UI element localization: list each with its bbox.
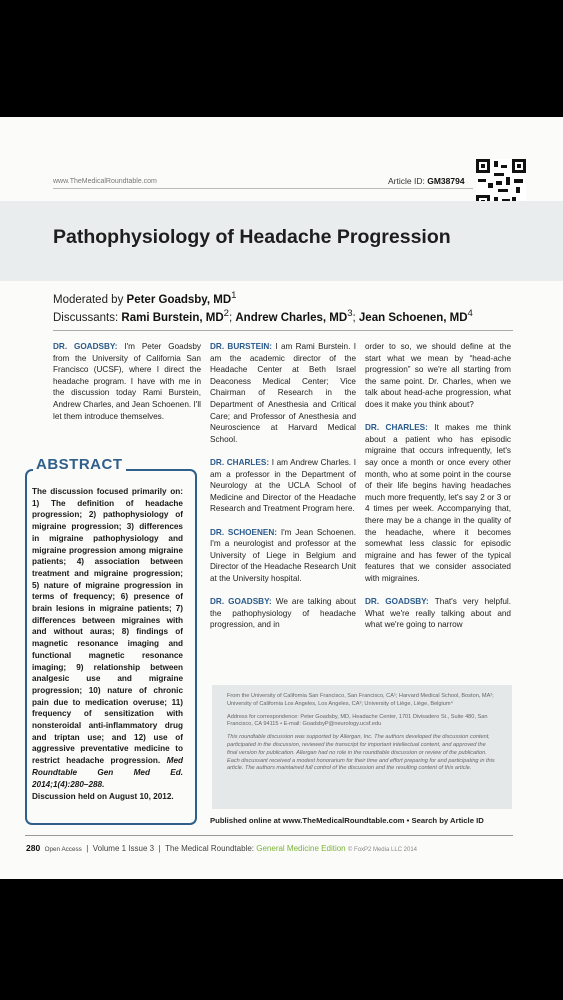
abstract-citation: Med Roundtable Gen Med Ed. 2014;1(4):280–288. <box>32 756 183 789</box>
speaker-label: DR. GOADSBY: <box>365 597 429 607</box>
paragraph-text: It makes me think about a patient who has episodic migraine that occurs infrequently, let's say once a month or once every other month, who at some point in the course of their life begins having headaches much more frequently, let's say 2 or 3 or 4 times per week. Accompanying that, there may be a change in the quality of the headache, where it becomes somewhat less classic for episodic migraine and has fewer of the typical features that we consider associated with migraines. <box>365 423 511 583</box>
discussant-sup: 4 <box>467 308 473 319</box>
paragraph-text: I'm Jean Schoenen. I'm a neurologist and professor at the University of Liege in Belgium and Director of the Headache Research Unit at the University hospital. <box>210 527 356 583</box>
article-id-value: GM38794 <box>427 176 465 186</box>
footer-rule <box>25 835 513 836</box>
article-id-label: Article ID: <box>388 176 425 186</box>
affiliations-text: From the University of California San Francisco, San Francisco, CA¹; Harvard Medical School, Boston, MA²; University of California Los Angeles, Los Angeles, CA³; University of Liège, Liège, Belgium⁴ <box>227 693 494 707</box>
speaker-label: DR. CHARLES: <box>365 423 428 433</box>
correspondence-text: Address for correspondence: Peter Goadsby, MD, Headache Center, 1701 Divisadero St., Suite 480, San Francisco, CA 94115 • E-mail: GoadsbyP@neurology.ucsf.edu <box>227 713 488 728</box>
journal-name: The Medical Roundtable: <box>165 844 255 853</box>
paragraph <box>210 596 356 631</box>
copyright: © FoxP2 Media LLC 2014 <box>347 847 418 853</box>
speaker-label: DR. GOADSBY: <box>53 342 118 351</box>
text-column-1 <box>53 341 201 434</box>
moderator-prefix: Moderated by <box>53 293 124 306</box>
discussant-name: Rami Burstein, MD <box>121 311 224 324</box>
paragraph-text: That's very helpful. What we're really talking about and what we're going to narrow <box>365 597 511 630</box>
published-online-line[interactable]: Published online at www.TheMedicalRoundtable.com • Search by Article ID <box>210 816 484 825</box>
speaker-label: DR. BURSTEIN: <box>210 342 273 351</box>
discussant-name: Andrew Charles, MD <box>235 311 348 324</box>
page-number: 280 <box>26 843 41 853</box>
paragraph-text: I am Andrew Charles. I am a professor in the Department of Neurology at the UCLA School of Medicine and Director of the Headache Research and Treatment Program here. <box>210 457 356 514</box>
speaker-label: DR. SCHOENEN: <box>210 527 278 537</box>
site-url[interactable]: www.TheMedicalRoundtable.com <box>53 178 157 185</box>
header-rule <box>53 188 473 189</box>
paragraph-text: I'm Peter Goadsby from the University of California San Francisco (UCSF), where I direct the headache program. I have with me in the discussion today Rami Burstein, Andrew Charles, and Jean Schoenen. I'll let them introduce themselves. <box>53 342 202 421</box>
paragraph <box>53 341 201 422</box>
paragraph <box>365 422 511 584</box>
abstract-heading: ABSTRACT <box>33 456 126 473</box>
article-title: Pathophysiology of Headache Progression <box>53 226 451 248</box>
open-access-label: Open Access <box>44 846 82 853</box>
speaker-label: DR. GOADSBY: <box>210 597 272 607</box>
text-column-3 <box>365 341 511 642</box>
page-footer: 280 Open Access | Volume 1 Issue 3 | The Medical Roundtable: General Medicine Edition © FoxP2 Media LLC 2014 <box>26 843 418 853</box>
moderator-sup: 1 <box>231 290 237 301</box>
moderator-name: Peter Goadsby, MD <box>126 293 232 306</box>
authors-rule <box>53 330 513 331</box>
discussant-sup: 3 <box>347 308 353 319</box>
discussant-name: Jean Schoenen, MD <box>358 311 468 324</box>
article-id <box>388 176 465 186</box>
paragraph-text: We are talking about the pathophysiology of headache progression, and in <box>210 597 357 630</box>
moderator-line <box>53 290 236 306</box>
article-info-box <box>212 685 512 809</box>
discussants-prefix: Discussants: <box>53 311 119 324</box>
paragraph <box>210 341 356 445</box>
speaker-label: DR. CHARLES: <box>210 457 270 467</box>
text-column-2 <box>210 341 356 642</box>
issue-label: Volume 1 Issue 3 <box>92 844 155 853</box>
discussion-date: Discussion held on August 10, 2012. <box>32 792 174 801</box>
paragraph-text: order to so, we should define at the start what we mean by “head-ache progression” so we're all starting from the same point. Dr. Charles, when we talk about head-ache progression, what does it make you think about? <box>365 342 511 409</box>
paragraph-text: I am Rami Burstein. I am the academic director of the Headache Center at Beth Israel Deaconess Medical Center; Vice Chairman of Research in the Department of Anesthesia and Critical Care; and Professor of Anesthesia and Neuroscience at Harvard Medical School. <box>210 342 356 444</box>
discussant-sup: 2 <box>223 308 229 319</box>
abstract-body <box>32 486 183 790</box>
paragraph <box>210 527 356 585</box>
funding-note: This roundtable discussion was supported by Allergan, Inc. The authors developed the discussion content, participated in the discussion, reviewed the transcript for important intellectual content, and approved the final version for publication. Allergan had no role in the roundtable discussion or review of the publication. Each discussant received a modest honorarium for their time and effort preparing for and participating in this article. The authors maintained full control of the discussion and the resulting content of this article. <box>227 734 495 772</box>
paragraph <box>365 341 511 411</box>
edition-name: General Medicine Edition <box>256 844 346 853</box>
discussants-line: Discussants: Rami Burstein, $MD^2$; Andrew Charles, $MD^3$; Jean Schoenen, $MD^4$ <box>53 308 473 324</box>
paragraph <box>210 457 356 515</box>
journal-page <box>0 117 563 879</box>
paragraph <box>365 596 511 631</box>
abstract-text: The discussion focused primarily on: 1) The definition of headache progression; 2) pathophysiology of migraine progression; 3) differences in migraine pathophysiology and migraine progression among migraine patients; 4) association between treatment and migraine progression; 5) nature of migraine progression in terms of frequency; 6) presence of brain lesions in migraine patients; 7) differences between migraines with and without auras; 8) findings of magnetic resonance imaging and functional magnetic resonance imaging; 9) relationship between analgesic use and migraine progression; 10) nature of chronic pain due to medication overuse; 11) frequency of sensitization with nonsteroidal anti-inflammatory drug and triptan use; and 12) use of aggressive preventative medicine to restrict headache progression. <box>32 487 183 766</box>
